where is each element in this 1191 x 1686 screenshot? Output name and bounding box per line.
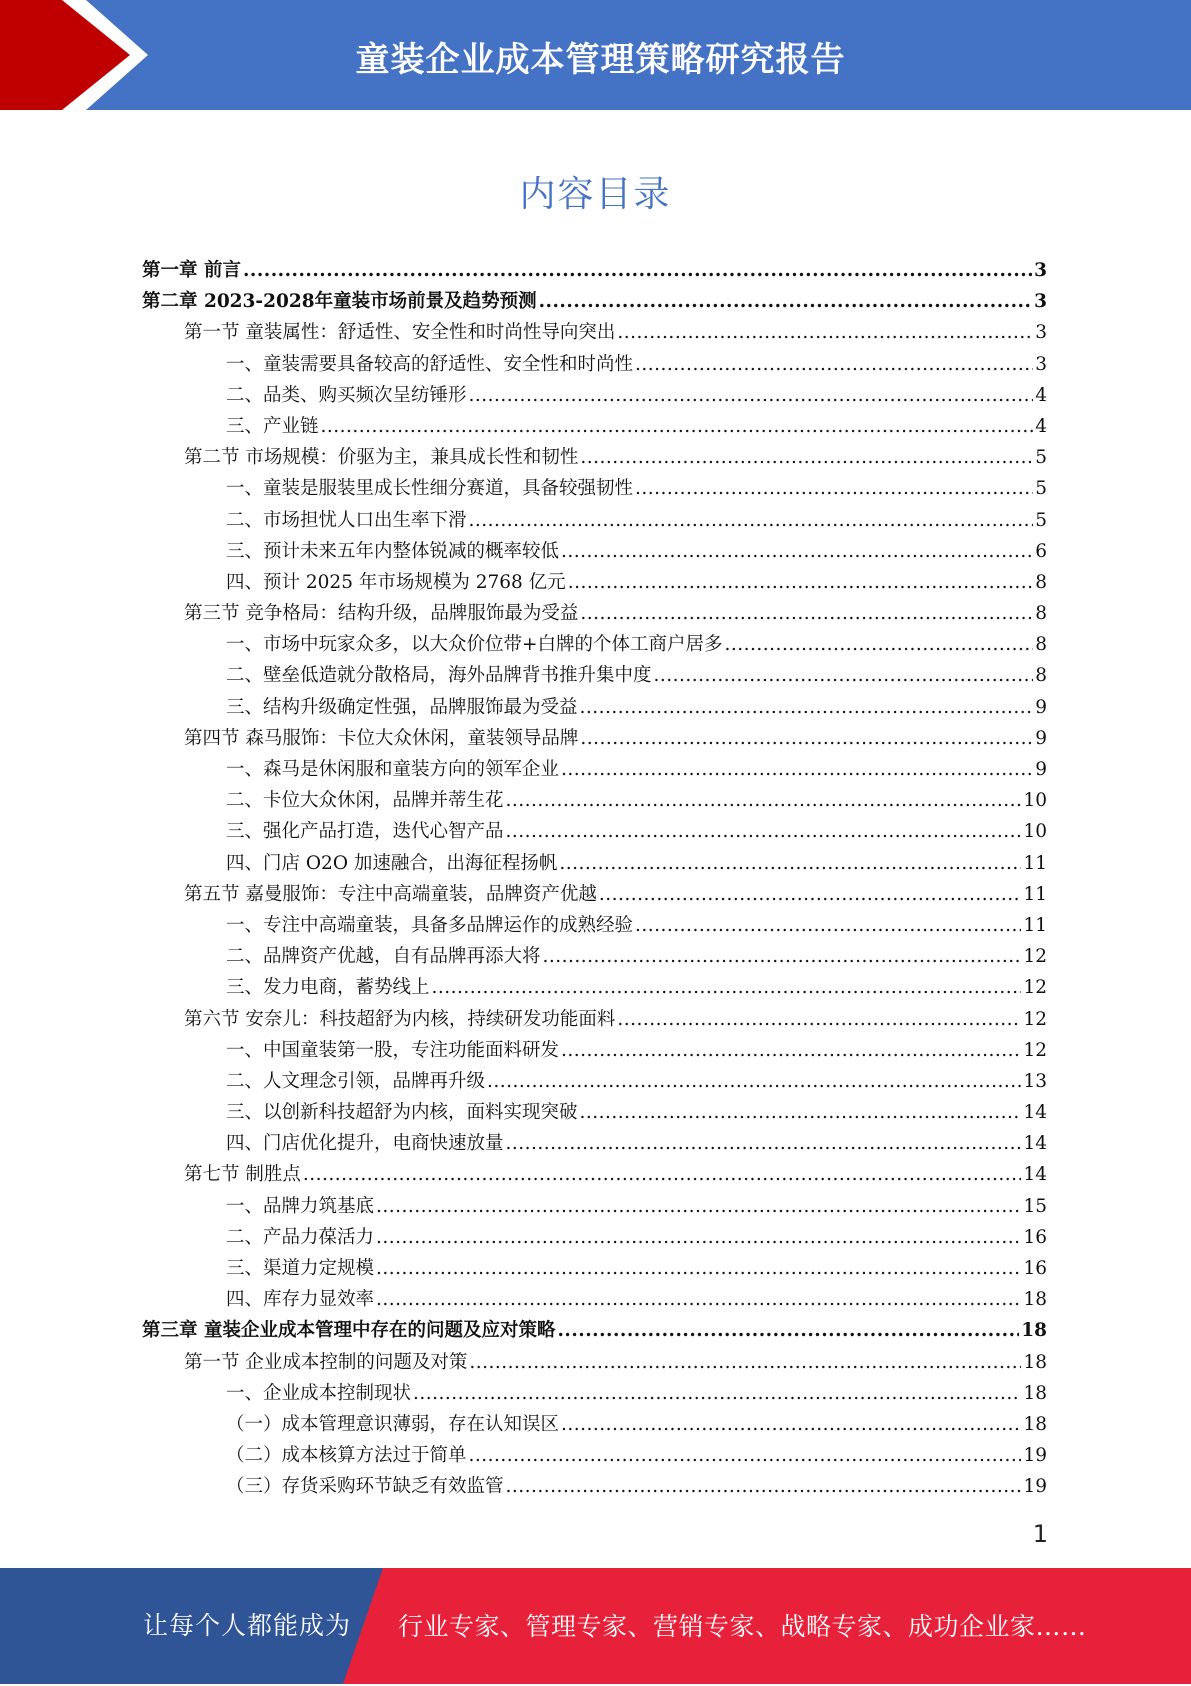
toc-entry-title: 三、结构升级确定性强，品牌服饰最为受益 bbox=[226, 696, 578, 718]
page-number: 1 bbox=[1032, 1520, 1048, 1548]
toc-leader-dots bbox=[432, 972, 1022, 1003]
toc-entry[interactable] bbox=[142, 1471, 1047, 1502]
toc-leader-dots bbox=[580, 598, 1033, 629]
toc-leader-dots bbox=[561, 1409, 1021, 1440]
toc-entry-title: 二、品牌资产优越，自有品牌再添大将 bbox=[226, 946, 541, 968]
toc-leader-dots bbox=[376, 1191, 1021, 1222]
toc-entry-title: （三）存货采购环节缺乏有效监管 bbox=[226, 1476, 504, 1498]
toc-entry[interactable] bbox=[142, 754, 1047, 785]
toc-entry[interactable] bbox=[142, 1066, 1047, 1097]
toc-entry-title: 二、产品力葆活力 bbox=[226, 1226, 375, 1248]
toc-leader-dots bbox=[321, 411, 1034, 442]
toc-entry-page: 18 bbox=[1023, 1351, 1047, 1373]
toc-entry-page: 8 bbox=[1035, 571, 1047, 593]
toc-entry-page: 13 bbox=[1023, 1070, 1047, 1092]
toc-entry-page: 3 bbox=[1035, 353, 1047, 375]
toc-entry[interactable] bbox=[142, 1097, 1047, 1128]
toc-entry-page: 18 bbox=[1023, 1413, 1047, 1435]
toc-leader-dots bbox=[561, 754, 1033, 785]
toc-entry[interactable] bbox=[142, 972, 1047, 1003]
toc-entry-page: 14 bbox=[1023, 1133, 1047, 1155]
toc-leader-dots bbox=[506, 1471, 1022, 1502]
toc-entry-title: 一、童装是服装里成长性细分赛道，具备较强韧性 bbox=[226, 478, 634, 500]
toc-entry-page: 16 bbox=[1023, 1226, 1047, 1248]
toc-entry[interactable] bbox=[142, 1253, 1047, 1284]
toc-entry-title: 第一节 童装属性：舒适性、安全性和时尚性导向突出 bbox=[184, 322, 616, 344]
toc-entry-title: 四、门店优化提升，电商快速放量 bbox=[226, 1133, 504, 1155]
toc-leader-dots bbox=[725, 629, 1034, 660]
toc-entry-title: 四、门店 O2O 加速融合，出海征程扬帆 bbox=[226, 852, 558, 874]
toc-entry-page: 16 bbox=[1023, 1258, 1047, 1279]
toc-leader-dots bbox=[506, 1128, 1022, 1159]
toc-entry-title: 第二节 市场规模：价驱为主，兼具成长性和韧性 bbox=[184, 447, 579, 469]
toc-entry-title: 二、人文理念引领，品牌再升级 bbox=[226, 1070, 486, 1092]
footer-slogan-right: 行业专家、管理专家、营销专家、战略专家、成功企业家…… bbox=[398, 1612, 1087, 1641]
toc-entry[interactable] bbox=[142, 1222, 1047, 1253]
toc-leader-dots bbox=[469, 380, 1034, 411]
toc-entry[interactable] bbox=[142, 785, 1047, 816]
toc-entry[interactable] bbox=[142, 723, 1047, 754]
toc-entry-page: 11 bbox=[1023, 852, 1047, 874]
toc-entry-page: 12 bbox=[1023, 977, 1047, 999]
toc-entry-page: 9 bbox=[1035, 727, 1047, 749]
toc-leader-dots bbox=[559, 848, 1021, 879]
toc-entry[interactable] bbox=[142, 1004, 1047, 1035]
toc-entry[interactable] bbox=[142, 317, 1047, 348]
toc-entry[interactable] bbox=[142, 1284, 1047, 1315]
toc-entry-page: 5 bbox=[1035, 478, 1047, 500]
toc-entry-title: 二、品类、购买频次呈纺锤形 bbox=[226, 384, 467, 406]
toc-entry-title: 第四节 森马服饰：卡位大众休闲，童装领导品牌 bbox=[184, 727, 579, 749]
toc-entry-title: 三、产业链 bbox=[226, 415, 319, 437]
toc-leader-dots bbox=[617, 317, 1033, 348]
header-banner bbox=[0, 0, 1191, 110]
toc-entry[interactable] bbox=[142, 1128, 1047, 1159]
toc-entry-page: 5 bbox=[1035, 509, 1047, 531]
toc-entry-title: 第一节 企业成本控制的问题及对策 bbox=[184, 1351, 468, 1373]
toc-entry[interactable] bbox=[142, 598, 1047, 629]
toc-leader-dots bbox=[599, 879, 1022, 910]
toc-entry[interactable] bbox=[142, 536, 1047, 567]
toc-entry-page: 4 bbox=[1035, 384, 1047, 406]
footer-slogan-left: 让每个人都能成为 bbox=[143, 1611, 352, 1640]
toc-entry-title: 第三节 竞争格局：结构升级，品牌服饰最为受益 bbox=[184, 603, 579, 625]
toc-leader-dots bbox=[376, 1253, 1021, 1284]
toc-leader-dots bbox=[413, 1378, 1021, 1409]
toc-entry-title: 三、强化产品打造，迭代心智产品 bbox=[226, 821, 504, 843]
toc-entry-page: 14 bbox=[1023, 1164, 1047, 1186]
toc-leader-dots bbox=[654, 660, 1034, 691]
toc-entry-title: 第七节 制胜点 bbox=[184, 1164, 301, 1186]
toc-entry[interactable] bbox=[142, 660, 1047, 691]
toc-entry-page: 10 bbox=[1023, 790, 1047, 812]
toc-entry-page: 11 bbox=[1023, 914, 1047, 936]
table-of-contents bbox=[142, 255, 1047, 1503]
toc-entry[interactable] bbox=[142, 1409, 1047, 1440]
toc-entry-title: 第二章 2023-2028年童装市场前景及趋势预测 bbox=[142, 291, 537, 313]
toc-entry-page: 14 bbox=[1023, 1102, 1047, 1124]
toc-entry[interactable] bbox=[142, 442, 1047, 473]
toc-leader-dots bbox=[487, 1066, 1021, 1097]
toc-leader-dots bbox=[376, 1284, 1021, 1315]
toc-entry[interactable] bbox=[142, 380, 1047, 411]
toc-entry-page: 12 bbox=[1023, 1008, 1047, 1030]
toc-leader-dots bbox=[376, 1222, 1021, 1253]
toc-entry[interactable] bbox=[142, 816, 1047, 847]
toc-entry[interactable] bbox=[142, 567, 1047, 598]
toc-leader-dots bbox=[580, 723, 1033, 754]
toc-entry-page: 11 bbox=[1023, 883, 1047, 905]
toc-entry[interactable] bbox=[142, 286, 1047, 317]
toc-entry[interactable] bbox=[142, 910, 1047, 941]
toc-leader-dots bbox=[469, 1440, 1022, 1471]
toc-entry[interactable] bbox=[142, 629, 1047, 660]
toc-leader-dots bbox=[635, 349, 1033, 380]
toc-entry-title: 第三章 童装企业成本管理中存在的问题及应对策略 bbox=[142, 1320, 556, 1342]
toc-entry-page: 19 bbox=[1023, 1476, 1047, 1498]
toc-entry-title: 第五节 嘉曼服饰：专注中高端童装，品牌资产优越 bbox=[184, 883, 597, 905]
toc-entry-page: 8 bbox=[1035, 634, 1047, 656]
toc-entry-page: 12 bbox=[1023, 946, 1047, 968]
toc-leader-dots bbox=[506, 816, 1022, 847]
toc-leader-dots bbox=[303, 1159, 1022, 1190]
toc-entry-title: 一、森马是休闲服和童装方向的领军企业 bbox=[226, 759, 560, 780]
toc-entry-title: 一、企业成本控制现状 bbox=[226, 1382, 412, 1404]
toc-entry-title: 一、品牌力筑基底 bbox=[226, 1195, 375, 1217]
toc-entry[interactable] bbox=[142, 941, 1047, 972]
toc-entry-page: 3 bbox=[1034, 291, 1047, 313]
toc-leader-dots bbox=[561, 536, 1033, 567]
toc-entry-page: 4 bbox=[1035, 415, 1047, 437]
toc-leader-dots bbox=[539, 286, 1033, 317]
toc-leader-dots bbox=[580, 1097, 1022, 1128]
toc-entry-title: 一、中国童装第一股，专注功能面料研发 bbox=[226, 1039, 560, 1061]
toc-leader-dots bbox=[557, 1315, 1019, 1346]
toc-entry[interactable] bbox=[142, 692, 1047, 723]
toc-leader-dots bbox=[506, 785, 1022, 816]
toc-entry[interactable] bbox=[142, 1159, 1047, 1190]
toc-entry-title: 第一章 前言 bbox=[142, 260, 241, 281]
toc-entry-title: 二、卡位大众休闲，品牌并蒂生花 bbox=[226, 790, 504, 812]
toc-entry-page: 18 bbox=[1021, 1320, 1047, 1342]
toc-entry-title: 一、市场中玩家众多，以大众价位带+白牌的个体工商户居多 bbox=[226, 634, 723, 656]
toc-leader-dots bbox=[635, 473, 1033, 504]
toc-leader-dots bbox=[469, 1347, 1021, 1378]
toc-entry[interactable] bbox=[142, 1440, 1047, 1471]
toc-entry[interactable] bbox=[142, 411, 1047, 442]
toc-entry-page: 3 bbox=[1035, 322, 1047, 344]
toc-entry-page: 18 bbox=[1023, 1382, 1047, 1404]
toc-leader-dots bbox=[580, 692, 1034, 723]
toc-entry-title: （二）成本核算方法过于简单 bbox=[226, 1445, 467, 1467]
toc-entry-title: 四、库存力显效率 bbox=[226, 1289, 375, 1311]
toc-entry[interactable] bbox=[142, 255, 1047, 286]
toc-entry[interactable] bbox=[142, 1035, 1047, 1066]
toc-entry-page: 3 bbox=[1034, 260, 1047, 281]
footer-banner bbox=[0, 1568, 1191, 1684]
report-title: 童装企业成本管理策略研究报告 bbox=[355, 40, 846, 80]
toc-entry[interactable] bbox=[142, 1191, 1047, 1222]
toc-entry-title: 一、专注中高端童装，具备多品牌运作的成熟经验 bbox=[226, 914, 634, 936]
toc-entry-page: 6 bbox=[1035, 540, 1047, 562]
toc-entry[interactable] bbox=[142, 473, 1047, 504]
toc-entry-page: 9 bbox=[1035, 696, 1047, 718]
toc-entry-title: 第六节 安奈儿：科技超舒为内核，持续研发功能面料 bbox=[184, 1008, 616, 1030]
toc-entry-title: 三、以创新科技超舒为内核，面料实现突破 bbox=[226, 1102, 578, 1124]
toc-entry[interactable] bbox=[142, 505, 1047, 536]
toc-entry-title: 三、渠道力定规模 bbox=[226, 1258, 375, 1279]
toc-entry-title: 二、市场担忧人口出生率下滑 bbox=[226, 509, 467, 531]
toc-entry[interactable] bbox=[142, 1347, 1047, 1378]
toc-entry[interactable] bbox=[142, 1378, 1047, 1409]
toc-leader-dots bbox=[568, 567, 1034, 598]
toc-entry[interactable] bbox=[142, 1315, 1047, 1346]
toc-entry-title: 四、预计 2025 年市场规模为 2768 亿元 bbox=[226, 571, 566, 593]
toc-entry-title: 一、童装需要具备较高的舒适性、安全性和时尚性 bbox=[226, 353, 634, 375]
toc-entry-page: 9 bbox=[1035, 759, 1047, 780]
toc-entry-title: 三、发力电商，蓄势线上 bbox=[226, 977, 430, 999]
toc-entry-page: 8 bbox=[1035, 665, 1047, 687]
toc-leader-dots bbox=[469, 505, 1034, 536]
toc-title: 内容目录 bbox=[519, 174, 672, 215]
toc-entry-page: 19 bbox=[1023, 1445, 1047, 1467]
toc-entry-title: （一）成本管理意识薄弱，存在认知误区 bbox=[226, 1413, 560, 1435]
toc-leader-dots bbox=[561, 1035, 1021, 1066]
toc-entry-page: 15 bbox=[1023, 1195, 1047, 1217]
toc-entry[interactable] bbox=[142, 848, 1047, 879]
toc-entry-title: 二、壁垒低造就分散格局，海外品牌背书推升集中度 bbox=[226, 665, 652, 687]
toc-leader-dots bbox=[635, 910, 1021, 941]
toc-entry-page: 8 bbox=[1035, 603, 1047, 625]
toc-leader-dots bbox=[580, 442, 1033, 473]
toc-entry[interactable] bbox=[142, 349, 1047, 380]
toc-leader-dots bbox=[243, 255, 1032, 286]
toc-leader-dots bbox=[617, 1004, 1021, 1035]
toc-entry-title: 三、预计未来五年内整体锐减的概率较低 bbox=[226, 540, 560, 562]
toc-entry[interactable] bbox=[142, 879, 1047, 910]
toc-leader-dots bbox=[543, 941, 1022, 972]
toc-entry-page: 18 bbox=[1023, 1289, 1047, 1311]
toc-entry-page: 12 bbox=[1023, 1039, 1047, 1061]
toc-entry-page: 10 bbox=[1023, 821, 1047, 843]
toc-entry-page: 5 bbox=[1035, 447, 1047, 469]
